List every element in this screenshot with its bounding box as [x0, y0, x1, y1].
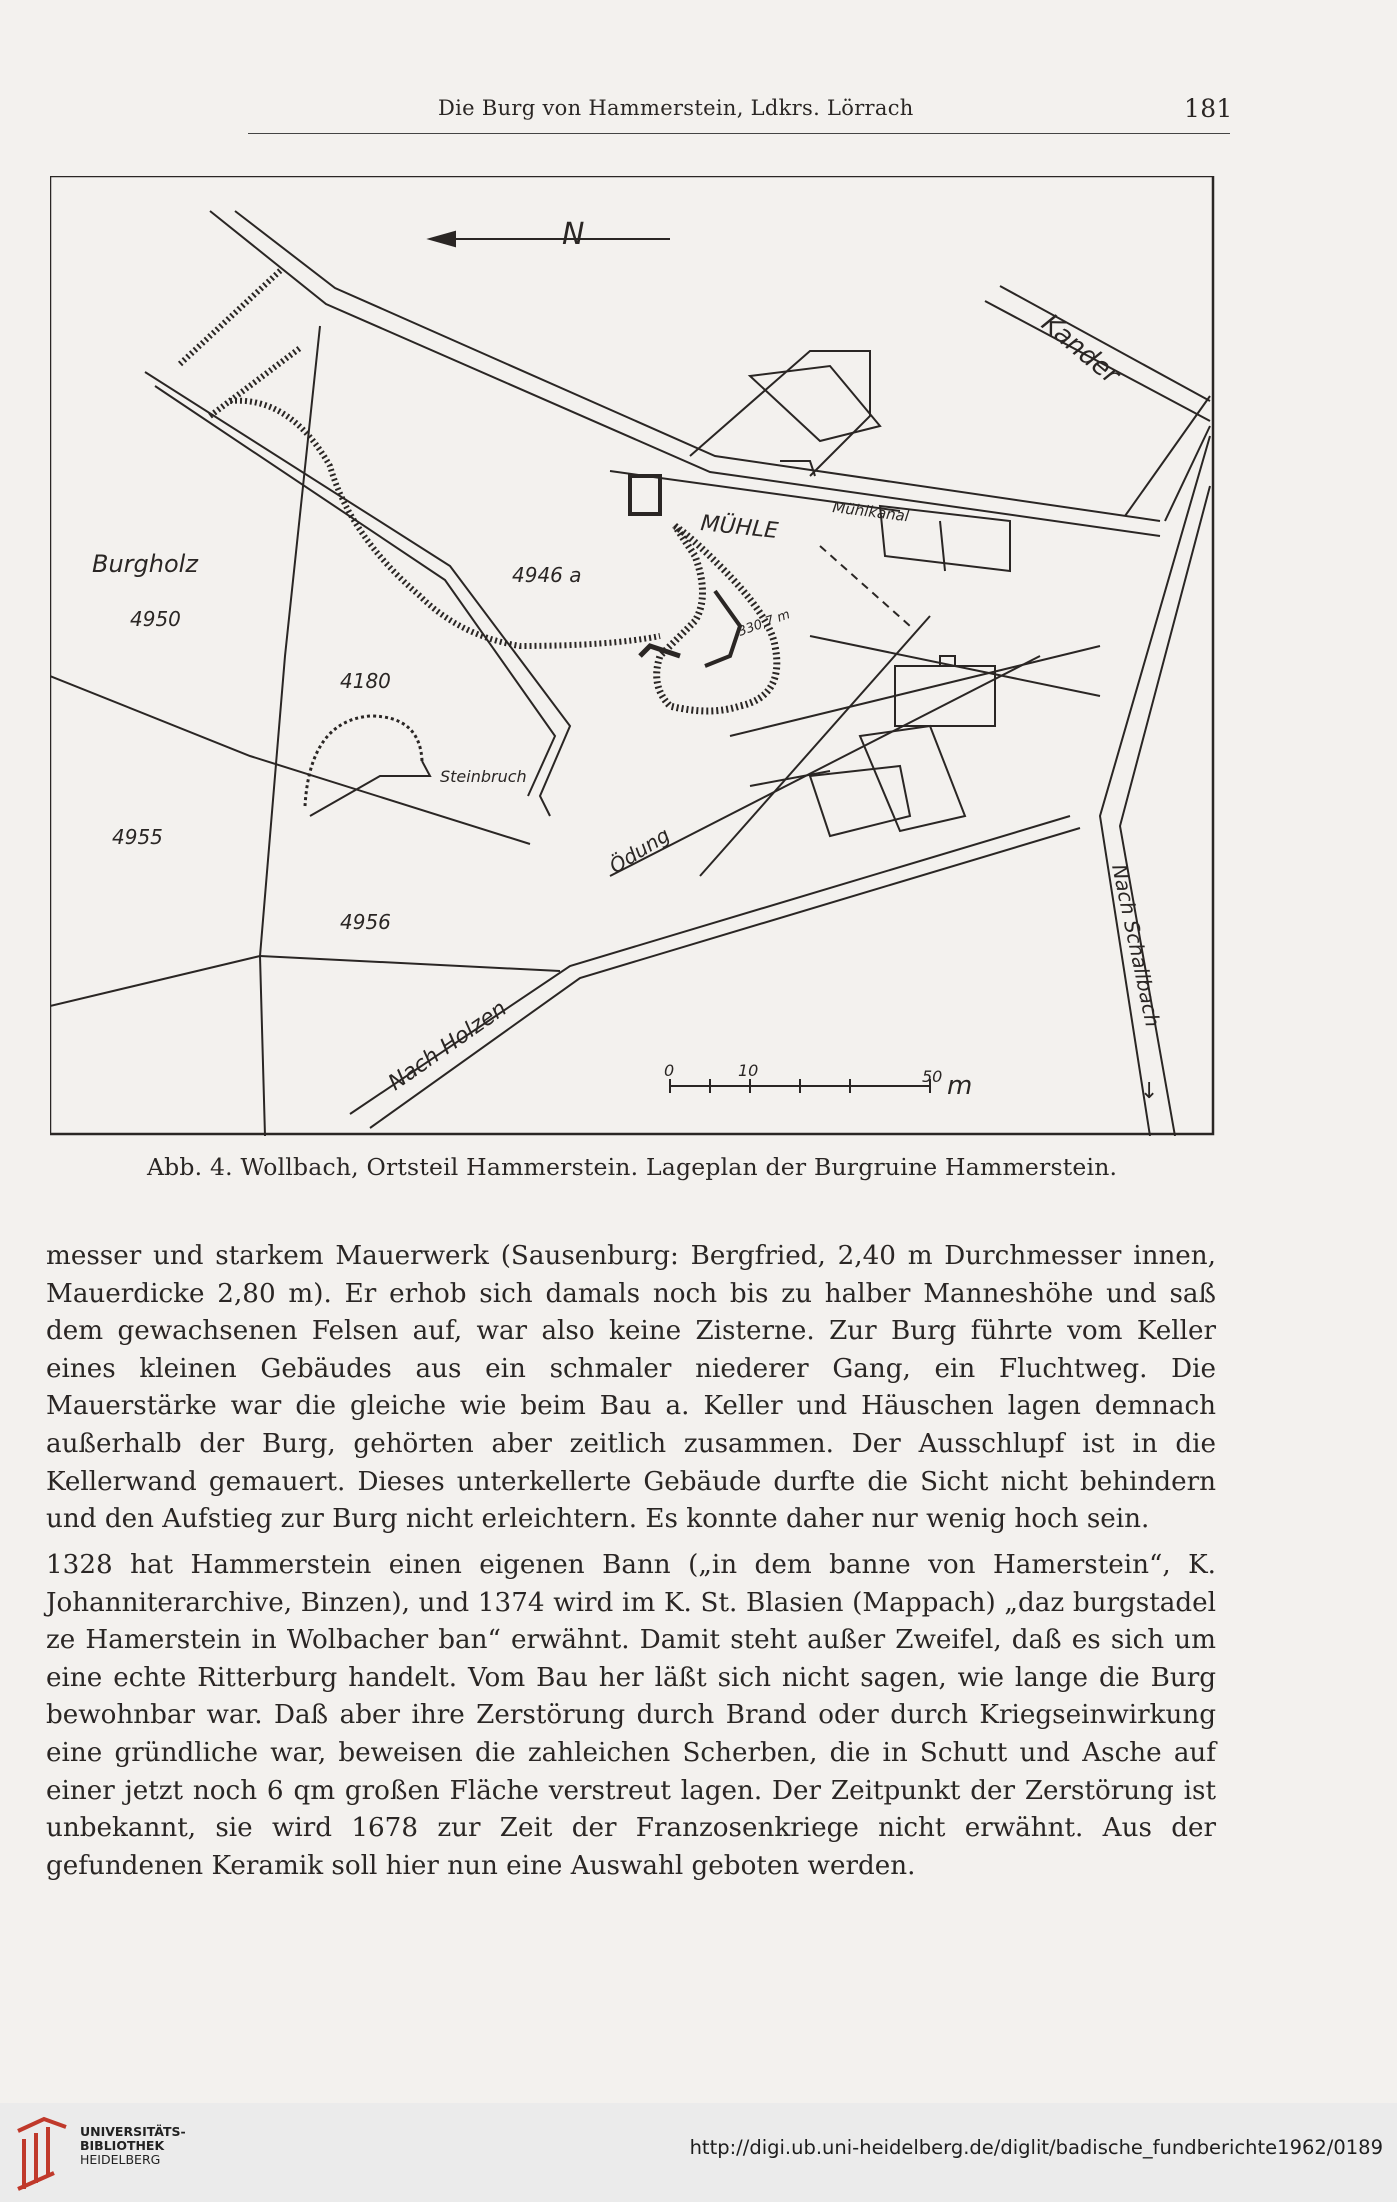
scale-arrow: ↓ — [1140, 1079, 1159, 1104]
map-label-north: N — [562, 217, 585, 252]
library-name-line-1: UNIVERSITÄTS- — [80, 2124, 186, 2139]
scale-label-fifty: 50 — [922, 1067, 943, 1086]
map-label-elevation: 330,7 m — [736, 607, 793, 640]
map-label-muehlkanal: Mühlkanal — [831, 498, 911, 526]
page-number: 181 — [1184, 94, 1233, 123]
library-name-line-2: BIBLIOTHEK — [80, 2138, 165, 2153]
site-plan-map — [50, 176, 1230, 1136]
library-name-line-3: HEIDELBERG — [80, 2152, 161, 2167]
map-label-muehle: MÜHLE — [699, 511, 780, 545]
map-label-oedung: Ödung — [604, 822, 675, 879]
library-name — [80, 2125, 186, 2167]
map-label-steinbruch: Steinbruch — [440, 767, 527, 786]
paragraph-2: 1328 hat Hammerstein einen eigenen Bann („in dem banne von Hamerstein“, K. Johanniterarchive, Binzen), und 1374 wird im K. St. Blasien (Mappach) „daz burgstadel ze Hamerstein in Wolbacher ban“ erwähnt. Damit steht außer Zweifel, daß es sich um eine echte Ritterburg handelt. Vom Bau her läßt sich nicht sagen, wie lange die Burg bewohnbar war. Daß aber ihre Zerstörung durch Brand oder durch Kriegseinwirkung eine gründliche war, beweisen die zahleichen Scherben, die in Schutt und Asche auf einer jetzt noch 6 qm großen Fläche verstreut lagen. Der Zeitpunkt der Zerstörung ist unbekannt, sie wird 1678 zur Zeit der Franzosenkriege nicht erwähnt. Aus der gefundenen Keramik soll hier nun eine Auswahl geboten werden. — [46, 1550, 1216, 1881]
map-label-4955: 4955 — [112, 825, 163, 849]
permalink-url[interactable]: http://digi.ub.uni-heidelberg.de/diglit/badische_fundberichte1962/0189 — [689, 2136, 1383, 2159]
map-label-burgholz: Burgholz — [92, 550, 198, 578]
paragraph-1: messer und starkem Mauerwerk (Sausenburg: Bergfried, 2,40 m Durchmesser innen, Mauerdicke 2,80 m). Er erhob sich damals noch bis zu halber Manneshöhe und saß dem gewachsenen Felsen auf, war also keine Zisterne. Zur Burg führte vom Keller eines kleinen Gebäudes aus ein schmaler niederer Gang, ein Fluchtweg. Die Mauerstärke war die gleiche wie beim Bau a. Keller und Häuschen lagen demnach außerhalb der Burg, gehörten aber zeitlich zusammen. Der Ausschlupf ist in die Kellerwand gemauert. Dieses unterkellerte Gebäude durfte die Sicht nicht behindern und den Aufstieg zur Burg nicht erleichtern. Es konnte daher nur wenig hoch sein. — [46, 1241, 1216, 1535]
map-label-4180: 4180 — [340, 669, 391, 693]
scale-label-ten: 10 — [738, 1061, 759, 1080]
library-logo-icon — [14, 2113, 70, 2193]
map-frame — [50, 176, 1213, 1134]
site-plan-figure — [50, 176, 1230, 1136]
map-label-4950: 4950 — [130, 607, 181, 631]
running-head-title: Die Burg von Hammerstein, Ldkrs. Lörrach — [438, 96, 914, 120]
scale-label-unit: m — [947, 1071, 973, 1101]
figure-caption: Abb. 4. Wollbach, Ortsteil Hammerstein. Lageplan der Burgruine Hammerstein. — [147, 1153, 1118, 1181]
map-label-4946a: 4946 a — [512, 563, 582, 587]
map-label-nach-holzen: Nach Holzen — [384, 996, 512, 1096]
header-rule — [248, 133, 1230, 134]
map-label-kander: Kander — [1035, 308, 1126, 391]
footer-bar — [0, 2103, 1397, 2202]
scale-label-zero: 0 — [664, 1061, 675, 1080]
north-arrow-icon — [430, 232, 670, 246]
map-label-4956: 4956 — [340, 910, 391, 934]
map-label-nach-schallbach: Nach Schallbach — [1107, 862, 1166, 1030]
